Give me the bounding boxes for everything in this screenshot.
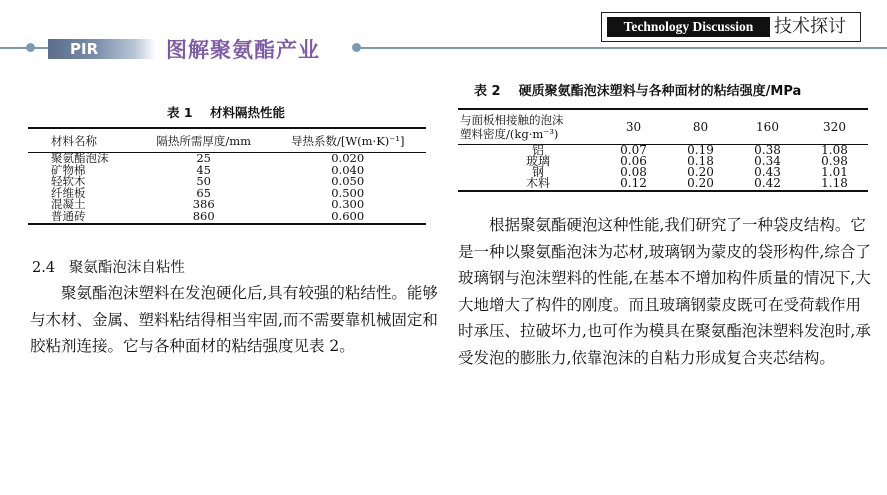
table-row xyxy=(28,199,426,211)
technology-discussion-label xyxy=(601,12,861,42)
table-row xyxy=(458,178,868,191)
table2-row-header-line1: 与面板相接触的泡沫 xyxy=(460,113,564,127)
right-paragraph: 根据聚氨酯硬泡这种性能,我们研究了一种袋皮结构。它是一种以聚氨酯泡沫为芯材,玻璃钢为蒙皮的袋形构件,综合了玻璃钢与泡沫塑料的性能,在基本不增加构件质量的情况下,大大地增大了构件的刚度。而且玻璃钢蒙皮既可在受荷载作用时承压、拉破坏力,也可作为模具在聚氨酯泡沫塑料发泡时,承受发泡的膨胀力,依靠泡沫的自粘力形成复合夹芯结构。 xyxy=(458,216,871,367)
table-row xyxy=(458,167,868,178)
table-cell: 0.020 xyxy=(331,151,365,165)
table-cell: 铝 xyxy=(531,143,544,157)
table2-col-header: 80 xyxy=(667,109,734,145)
page-title: 图解聚氨酯产业 xyxy=(166,38,320,62)
table-cell: 45 xyxy=(196,162,211,177)
table-cell: 50 xyxy=(196,174,211,188)
section-heading: 2.4 聚氨酯泡沫自粘性 xyxy=(32,260,185,276)
table-cell: 0.20 xyxy=(667,178,734,191)
table-row xyxy=(28,188,426,200)
table1-col-header: 导热系数/[W(m·K)⁻¹] xyxy=(269,128,426,153)
table-row xyxy=(28,165,426,177)
table-cell: 25 xyxy=(196,151,211,165)
table-row xyxy=(28,211,426,225)
table-cell: 聚氨酯泡沫 xyxy=(51,151,109,165)
table-cell: 玻璃 xyxy=(525,154,550,168)
table-cell: 0.500 xyxy=(331,185,365,200)
table-cell: 0.38 xyxy=(754,143,781,157)
table-cell: 0.19 xyxy=(687,143,714,157)
table-row xyxy=(458,156,868,167)
left-paragraph: 聚氨酯泡沫塑料在发泡硬化后,具有较强的粘结性。能够与木材、金属、塑料粘结得相当牢固,而不需要靠机械固定和胶粘剂连接。它与各种面材的粘结强度见表 2。 xyxy=(30,284,438,355)
table1-insulation xyxy=(28,127,426,225)
table-cell: 860 xyxy=(138,211,270,225)
table-cell: 普通砖 xyxy=(28,211,138,225)
table-cell: 1.08 xyxy=(821,143,848,157)
table-cell: 0.300 xyxy=(331,197,365,211)
header-dot-left xyxy=(26,43,35,52)
table2-col-header: 160 xyxy=(734,109,801,145)
table-cell: 0.08 xyxy=(620,165,647,179)
table2-col-header: 320 xyxy=(801,109,868,145)
table-row xyxy=(28,176,426,188)
table1-col-header: 材料名称 xyxy=(28,128,138,153)
table2-row-header xyxy=(458,109,600,145)
table-cell: 矿物棉 xyxy=(51,162,86,177)
table1-caption: 表 1 材料隔热性能 xyxy=(167,105,285,120)
table-cell: 1.18 xyxy=(801,178,868,191)
table2-col-header: 30 xyxy=(600,109,667,145)
table-row xyxy=(458,145,868,157)
header-rule-right xyxy=(356,47,887,49)
table-cell: 0.42 xyxy=(734,178,801,191)
table-cell: 65 xyxy=(196,185,211,200)
table2-caption: 表 2 硬质聚氨酯泡沫塑料与各种面材的粘结强度/MPa xyxy=(474,84,802,99)
table-cell: 纤维板 xyxy=(51,185,86,200)
pir-badge: PIR xyxy=(48,39,156,59)
tech-label-cn: 技术探讨 xyxy=(774,16,846,37)
table2-bond-strength xyxy=(458,108,868,192)
table-cell: 0.98 xyxy=(821,154,848,168)
table-cell: 0.43 xyxy=(754,165,781,179)
table-cell: 0.050 xyxy=(331,174,365,188)
table-cell: 轻软木 xyxy=(51,174,86,188)
table-cell: 混凝土 xyxy=(51,197,86,211)
table-cell: 1.01 xyxy=(821,165,848,179)
table-cell: 钢 xyxy=(531,165,544,179)
table-cell: 386 xyxy=(192,197,215,211)
table-row xyxy=(28,153,426,165)
tech-label-en: Technology Discussion xyxy=(607,17,770,37)
table-cell: 0.12 xyxy=(600,178,667,191)
table-cell: 0.06 xyxy=(620,154,647,168)
table-cell: 0.07 xyxy=(620,143,647,157)
table1-col-header: 隔热所需厚度/mm xyxy=(138,128,270,153)
table-cell: 0.600 xyxy=(269,211,426,225)
table-cell: 0.040 xyxy=(331,162,365,177)
table-cell: 0.20 xyxy=(687,165,714,179)
table-cell: 木料 xyxy=(458,178,600,191)
header-rule-left xyxy=(0,47,48,49)
table-cell: 0.18 xyxy=(687,154,714,168)
table2-row-header-line2: 塑料密度/(kg·m⁻³) xyxy=(460,127,559,141)
table-cell: 0.34 xyxy=(754,154,781,168)
